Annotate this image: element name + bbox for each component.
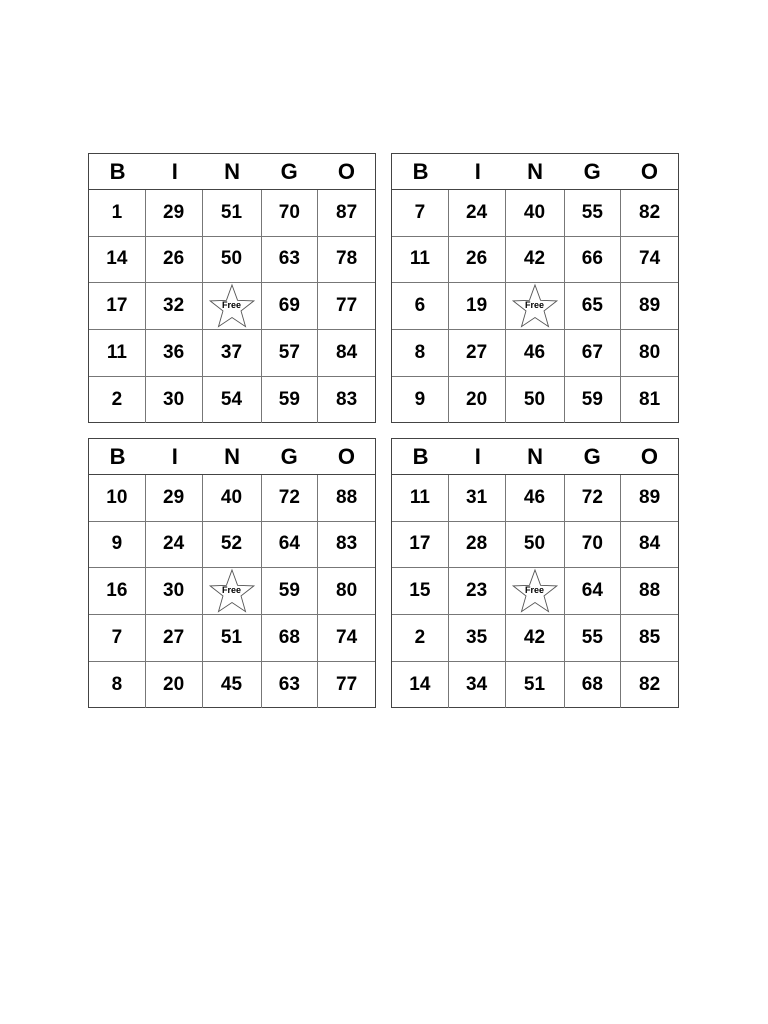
bingo-number: 42	[506, 237, 565, 284]
bingo-number: 70	[262, 190, 319, 237]
header-letter: G	[280, 443, 298, 469]
bingo-number: 27	[146, 615, 203, 662]
bingo-number: 64	[565, 568, 622, 615]
bingo-number: 80	[621, 330, 678, 377]
bingo-grid	[89, 190, 375, 423]
bingo-number: 9	[392, 377, 449, 424]
bingo-number: 1	[89, 190, 146, 237]
header-letter: G	[583, 158, 601, 184]
bingo-number: 23	[449, 568, 506, 615]
free-label: Free	[524, 300, 544, 310]
bingo-number: 57	[262, 330, 319, 377]
bingo-number: 74	[621, 237, 678, 284]
bingo-number: 2	[89, 377, 146, 424]
bingo-grid	[392, 475, 678, 708]
bingo-number: 77	[318, 283, 375, 330]
bingo-number: 83	[318, 522, 375, 569]
bingo-number: 70	[565, 522, 622, 569]
bingo-number: 29	[146, 190, 203, 237]
bingo-number: 55	[565, 190, 622, 237]
bingo-number: 66	[565, 237, 622, 284]
bingo-number: 68	[262, 615, 319, 662]
bingo-number: 84	[621, 522, 678, 569]
bingo-number: 69	[262, 283, 319, 330]
header-letter: N	[224, 158, 240, 184]
bingo-number: 54	[203, 377, 262, 424]
star-icon	[203, 568, 261, 614]
bingo-number: 45	[203, 662, 262, 709]
header-letter: G	[583, 443, 601, 469]
bingo-number: 37	[203, 330, 262, 377]
bingo-card	[88, 438, 376, 708]
header-letter: G	[280, 158, 298, 184]
bingo-number: 14	[392, 662, 449, 709]
star-icon	[506, 568, 564, 614]
header-letter: B	[412, 443, 429, 469]
bingo-number: 88	[318, 475, 375, 522]
bingo-number: 29	[146, 475, 203, 522]
bingo-number: 72	[565, 475, 622, 522]
bingo-number: 42	[506, 615, 565, 662]
bingo-number: 16	[89, 568, 146, 615]
bingo-number: 30	[146, 568, 203, 615]
bingo-number: 35	[449, 615, 506, 662]
bingo-number: 64	[262, 522, 319, 569]
bingo-card	[391, 153, 679, 423]
header-letter: I	[474, 443, 481, 469]
bingo-number: 20	[449, 377, 506, 424]
bingo-header	[392, 154, 678, 190]
bingo-number: 6	[392, 283, 449, 330]
bingo-number: 46	[506, 475, 565, 522]
header-letter: B	[412, 158, 429, 184]
header-letter: N	[527, 158, 543, 184]
free-space	[506, 568, 565, 615]
bingo-number: 51	[203, 615, 262, 662]
free-space	[506, 283, 565, 330]
header-letter: B	[109, 158, 126, 184]
header-letter: I	[171, 443, 178, 469]
bingo-number: 68	[565, 662, 622, 709]
bingo-number: 27	[449, 330, 506, 377]
bingo-number: 85	[621, 615, 678, 662]
bingo-number: 8	[392, 330, 449, 377]
free-space	[203, 283, 262, 330]
bingo-number: 8	[89, 662, 146, 709]
bingo-card	[88, 153, 376, 423]
bingo-number: 7	[89, 615, 146, 662]
bingo-number: 55	[565, 615, 622, 662]
bingo-number: 63	[262, 237, 319, 284]
bingo-number: 40	[203, 475, 262, 522]
bingo-number: 17	[89, 283, 146, 330]
header-letter: I	[474, 158, 481, 184]
bingo-number: 81	[639, 388, 661, 410]
bingo-number: 31	[449, 475, 506, 522]
header-letter: O	[337, 443, 355, 469]
header-letter: O	[337, 158, 355, 184]
header-letter: N	[224, 443, 240, 469]
bingo-number: 11	[392, 237, 449, 284]
bingo-number: 89	[621, 283, 678, 330]
bingo-number: 17	[392, 522, 449, 569]
header-letter: O	[640, 158, 658, 184]
header-letter: N	[527, 443, 543, 469]
bingo-number: 84	[318, 330, 375, 377]
bingo-number: 72	[262, 475, 319, 522]
bingo-number: 11	[392, 475, 449, 522]
bingo-number: 82	[639, 673, 661, 695]
bingo-number: 88	[621, 568, 678, 615]
bingo-number: 26	[146, 237, 203, 284]
header-letter: I	[171, 158, 178, 184]
bingo-card	[391, 438, 679, 708]
star-icon	[203, 283, 261, 329]
bingo-number: 24	[146, 522, 203, 569]
bingo-number: 34	[449, 662, 506, 709]
header-letter: B	[109, 443, 126, 469]
bingo-number: 59	[262, 568, 319, 615]
bingo-number: 15	[392, 568, 449, 615]
bingo-number: 80	[318, 568, 375, 615]
bingo-number: 46	[506, 330, 565, 377]
bingo-number: 50	[203, 237, 262, 284]
free-space	[203, 568, 262, 615]
bingo-number: 51	[506, 662, 565, 709]
bingo-number: 30	[146, 377, 203, 424]
free-label: Free	[221, 585, 241, 595]
bingo-number: 74	[318, 615, 375, 662]
bingo-number: 11	[89, 330, 146, 377]
bingo-number: 52	[203, 522, 262, 569]
bingo-number: 32	[146, 283, 203, 330]
bingo-header	[89, 154, 375, 190]
bingo-number: 50	[506, 522, 565, 569]
bingo-number: 83	[336, 388, 358, 410]
header-letter: O	[640, 443, 658, 469]
bingo-number: 19	[449, 283, 506, 330]
free-label: Free	[524, 585, 544, 595]
bingo-number: 14	[89, 237, 146, 284]
bingo-grid	[392, 190, 678, 423]
free-label: Free	[221, 300, 241, 310]
bingo-number: 65	[565, 283, 622, 330]
bingo-number: 26	[449, 237, 506, 284]
bingo-number: 24	[449, 190, 506, 237]
bingo-header	[89, 439, 375, 475]
bingo-number: 77	[336, 673, 358, 695]
bingo-number: 20	[146, 662, 203, 709]
bingo-number: 67	[565, 330, 622, 377]
bingo-number: 87	[318, 190, 375, 237]
bingo-number: 50	[506, 377, 565, 424]
bingo-header	[392, 439, 678, 475]
bingo-number: 7	[392, 190, 449, 237]
bingo-number: 78	[318, 237, 375, 284]
bingo-number: 82	[621, 190, 678, 237]
bingo-number: 9	[89, 522, 146, 569]
bingo-number: 63	[262, 662, 319, 709]
star-icon	[506, 283, 564, 329]
bingo-number: 2	[392, 615, 449, 662]
bingo-number: 40	[506, 190, 565, 237]
bingo-number: 89	[621, 475, 678, 522]
bingo-number: 59	[262, 377, 319, 424]
bingo-grid	[89, 475, 375, 708]
bingo-number: 59	[565, 377, 622, 424]
bingo-number: 10	[89, 475, 146, 522]
bingo-number: 36	[146, 330, 203, 377]
bingo-number: 28	[449, 522, 506, 569]
bingo-number: 51	[203, 190, 262, 237]
